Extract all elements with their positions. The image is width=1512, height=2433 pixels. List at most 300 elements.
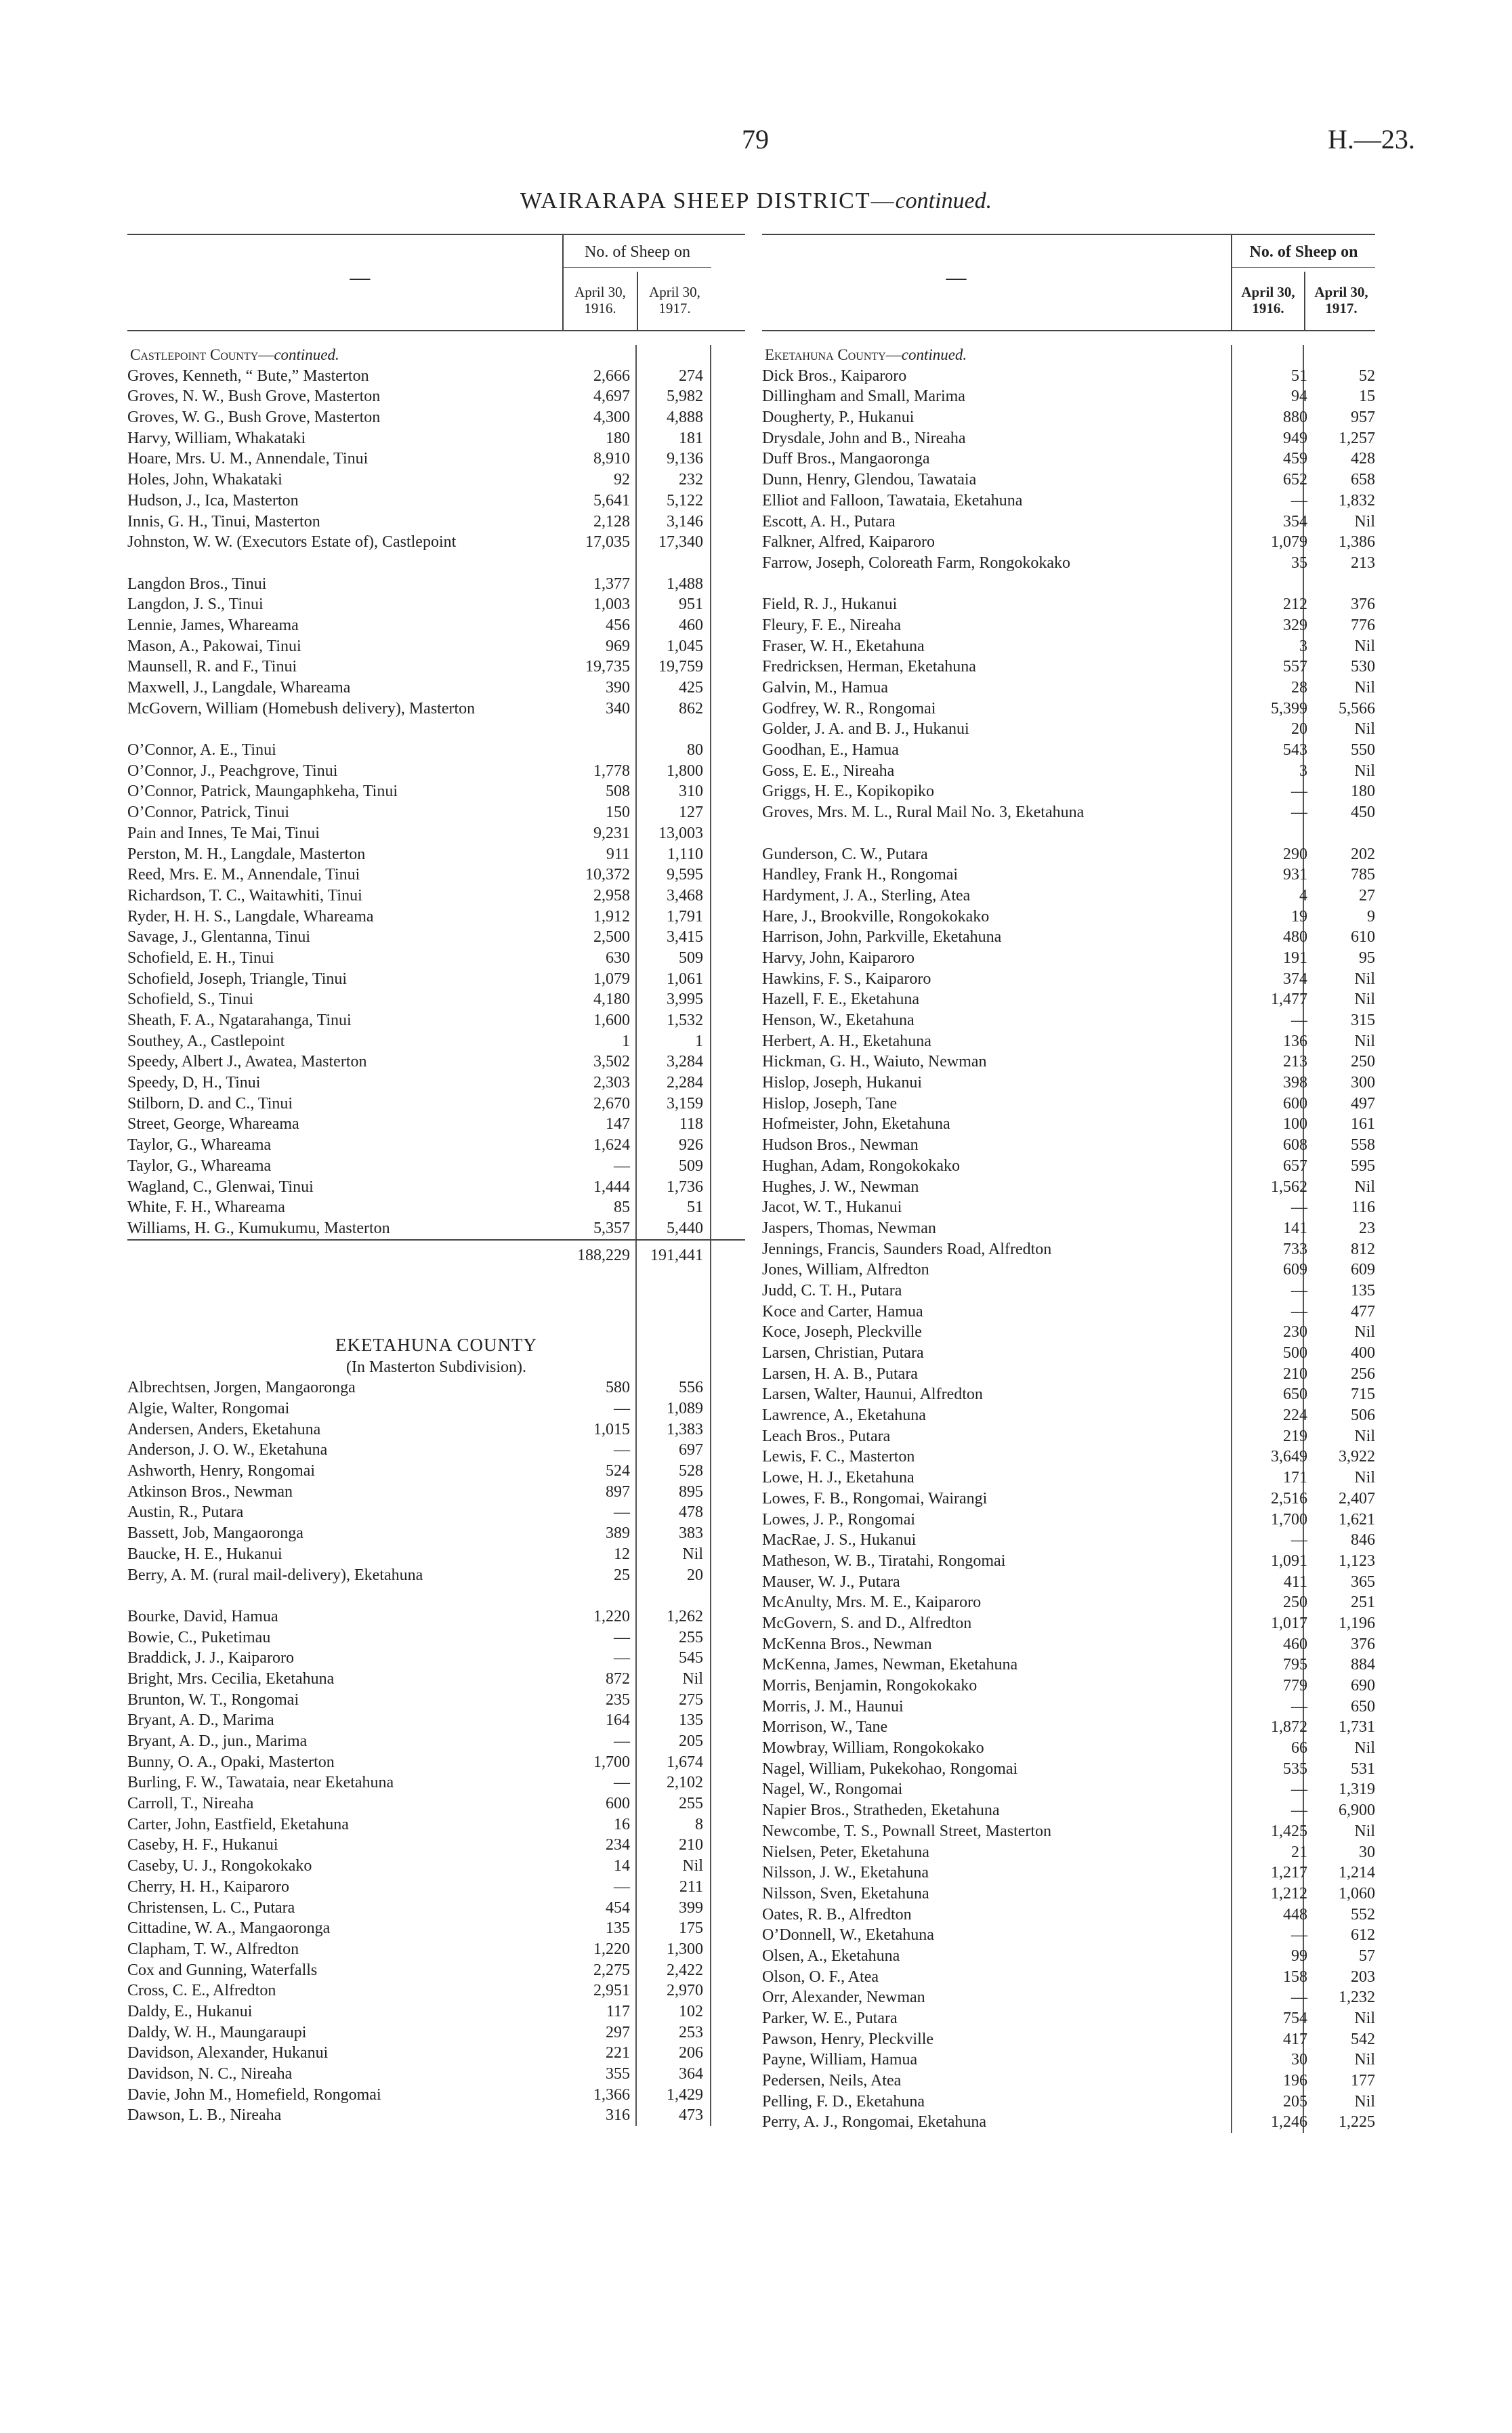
sheep-1917: 509	[679, 1157, 703, 1175]
table-row	[762, 1946, 1375, 1967]
sheep-1917: Nil	[1354, 1739, 1375, 1758]
sheep-1916: 3,649	[1271, 1448, 1307, 1466]
table-row	[762, 1405, 1375, 1426]
table-row	[762, 1094, 1375, 1115]
table-row	[762, 615, 1375, 636]
sheep-1916: 2,275	[593, 1961, 630, 1979]
header-dash: —	[946, 266, 967, 289]
table-row	[762, 1114, 1375, 1135]
sheep-1916: 2,670	[593, 1094, 630, 1112]
sheep-1916: 30	[1291, 2051, 1307, 2069]
sheep-1916: —	[614, 1157, 630, 1175]
holder-name: Larsen, H. A. B., Putara	[762, 1365, 918, 1383]
holder-name: McGovern, S. and D., Alfredton	[762, 1614, 972, 1632]
holder-name: Stilborn, D. and C., Tinui	[127, 1094, 293, 1112]
holder-name: Harvy, William, Whakataki	[127, 429, 306, 447]
sheep-1917: 658	[1351, 471, 1375, 489]
sheep-1916: —	[1291, 1697, 1307, 1715]
sheep-1916: 2,951	[593, 1982, 630, 2000]
sheep-1916: 94	[1291, 388, 1307, 406]
left-table-header	[127, 234, 745, 331]
sheep-1917: 1,791	[667, 907, 703, 926]
header-dash: —	[350, 266, 371, 289]
holder-name: Ryder, H. H. S., Langdale, Whareama	[127, 907, 374, 926]
holder-name: Field, R. J., Hukanui	[762, 596, 898, 614]
sheep-1916: 390	[606, 679, 630, 697]
sheep-1917: 1,488	[667, 575, 703, 593]
table-row	[127, 740, 745, 761]
table-row	[127, 2085, 745, 2106]
page-number: 79	[742, 124, 769, 154]
sheep-1917: 425	[679, 679, 703, 697]
table-row	[762, 1676, 1375, 1697]
table-row	[127, 2001, 745, 2022]
table-row	[762, 386, 1375, 407]
sheep-1916: 1,700	[593, 1753, 630, 1771]
sheep-1917: 552	[1351, 1905, 1375, 1923]
table-row	[762, 512, 1375, 533]
holder-name: Clapham, T. W., Alfredton	[127, 1940, 299, 1958]
sheep-1917: Nil	[1354, 679, 1375, 697]
sheep-1917: 9,136	[667, 450, 703, 468]
sheep-1917: 3,922	[1339, 1448, 1375, 1466]
table-row	[127, 802, 745, 823]
sheep-1916: 213	[1283, 1053, 1307, 1071]
holder-name: Griggs, H. E., Kopikopiko	[762, 783, 934, 801]
table-row	[127, 1606, 745, 1627]
sheep-1916: 3,502	[593, 1053, 630, 1071]
holder-name: Bright, Mrs. Cecilia, Eketahuna	[127, 1669, 335, 1688]
table-row	[127, 1565, 745, 1606]
holder-name: Mowbray, William, Rongokokako	[762, 1739, 984, 1758]
table-row	[127, 1398, 745, 1419]
sheep-1917: 161	[1351, 1115, 1375, 1134]
sheep-1917: 8	[695, 1815, 703, 1833]
sheep-1916: 609	[1283, 1261, 1307, 1279]
holder-name: Caseby, U. J., Rongokokako	[127, 1857, 312, 1875]
table-row	[127, 865, 745, 886]
table-row	[762, 1073, 1375, 1094]
holder-name: Lowes, F. B., Rongomai, Wairangi	[762, 1489, 988, 1507]
sheep-1917: 1,300	[667, 1940, 703, 1958]
holder-name: MacRae, J. S., Hukanui	[762, 1531, 917, 1550]
sheep-1916: 355	[606, 2065, 630, 2083]
sheep-1917: Nil	[1354, 720, 1375, 739]
sheep-1916: 1,220	[593, 1940, 630, 1958]
sheep-1917: 609	[1351, 1261, 1375, 1279]
holder-name: Ashworth, Henry, Rongomai	[127, 1462, 316, 1480]
sheep-1917: 595	[1351, 1157, 1375, 1175]
sheep-1916: 164	[606, 1711, 630, 1730]
holder-name: Davidson, Alexander, Hukanui	[127, 2044, 329, 2062]
sheep-1916: 171	[1283, 1469, 1307, 1487]
sheep-1917: 715	[1351, 1386, 1375, 1404]
holder-name: Elliot and Falloon, Tawataia, Eketahuna	[762, 491, 1023, 510]
table-row	[127, 1114, 745, 1135]
sheep-1917: 275	[679, 1690, 703, 1709]
table-row	[762, 1177, 1375, 1198]
holder-name: Nagel, William, Pukekohao, Rongomai	[762, 1760, 1018, 1778]
holder-name: Morris, J. M., Haunui	[762, 1697, 904, 1715]
sheep-1917: Nil	[1354, 2010, 1375, 2028]
sheep-1917: 497	[1351, 1094, 1375, 1112]
sheep-1917: 1,532	[667, 1012, 703, 1030]
holder-name: Johnston, W. W. (Executors Estate of), Castlepoint	[127, 533, 457, 552]
sheep-1917: 1,800	[667, 762, 703, 780]
table-row	[762, 1197, 1375, 1218]
sheep-1917: 509	[679, 949, 703, 967]
sheep-1917: 1,225	[1339, 2113, 1375, 2132]
holder-name: Brunton, W. T., Rongomai	[127, 1690, 299, 1709]
sheep-1916: 1,091	[1271, 1552, 1307, 1570]
holder-name: Dougherty, P., Hukanui	[762, 409, 915, 427]
table-row	[127, 1752, 745, 1773]
left-table-body	[127, 345, 745, 2126]
table-row	[127, 512, 745, 533]
sheep-1916: —	[1291, 491, 1307, 510]
table-row	[127, 989, 745, 1010]
sheep-1917: 1,383	[667, 1420, 703, 1438]
table-row	[762, 1447, 1375, 1468]
sheep-1916: 316	[606, 2106, 630, 2125]
table-row	[127, 1156, 745, 1177]
holder-name: McKenna, James, Newman, Eketahuna	[762, 1656, 1018, 1674]
sheep-1916: 456	[606, 616, 630, 634]
holder-name: Jacot, W. T., Hukanui	[762, 1199, 902, 1217]
table-row	[762, 740, 1375, 761]
holder-name: Larsen, Walter, Haunui, Alfredton	[762, 1386, 983, 1404]
sheep-1916: 949	[1283, 429, 1307, 447]
sheep-1916: 4,697	[593, 388, 630, 406]
holder-name: Henson, W., Eketahuna	[762, 1012, 915, 1030]
table-row	[127, 1960, 745, 1981]
sheep-1916: 1,872	[1271, 1718, 1307, 1737]
sheep-1917: Nil	[1354, 1178, 1375, 1196]
holder-name: Street, George, Whareama	[127, 1115, 299, 1134]
holder-name: Hickman, G. H., Waiuto, Newman	[762, 1053, 987, 1071]
table-row	[762, 699, 1375, 720]
holder-name: Bassett, Job, Mangaoronga	[127, 1524, 303, 1543]
total-1917: 191,441	[650, 1246, 703, 1264]
sheep-1917: 5,122	[667, 491, 703, 510]
sheep-1917: 2,970	[667, 1982, 703, 2000]
sheep-1916: 210	[1283, 1365, 1307, 1383]
sheep-1916: —	[614, 1628, 630, 1646]
table-row	[127, 532, 745, 573]
sheep-1917: 1,262	[667, 1607, 703, 1625]
table-row	[762, 1821, 1375, 1842]
holder-name: Berry, A. M. (rural mail-delivery), Eketahuna	[127, 1566, 423, 1584]
sheep-1917: 4,888	[667, 409, 703, 427]
document-reference: H.—23.	[1328, 124, 1415, 154]
sheep-1917: 428	[1351, 450, 1375, 468]
table-row	[127, 1690, 745, 1711]
sheep-1916: 99	[1291, 1947, 1307, 1965]
table-row	[762, 1343, 1375, 1364]
table-row	[127, 1502, 745, 1523]
sheep-1916: 454	[606, 1898, 630, 1917]
holder-name: Perry, A. J., Rongomai, Eketahuna	[762, 2113, 987, 2132]
holder-name: Langdon Bros., Tinui	[127, 575, 267, 593]
sheep-1917: 9	[1367, 907, 1375, 926]
sheep-1917: 127	[679, 804, 703, 822]
table-row	[762, 719, 1375, 740]
sheep-1917: Nil	[1354, 1822, 1375, 1840]
table-row	[127, 1523, 745, 1544]
table-row	[762, 1384, 1375, 1405]
table-row	[127, 907, 745, 928]
sheep-1916: 28	[1291, 679, 1307, 697]
holder-name: Bryant, A. D., Marima	[127, 1711, 274, 1730]
sheep-1916: 5,357	[593, 1219, 630, 1237]
sheep-1916: 8,910	[593, 450, 630, 468]
holder-name: Pelling, F. D., Eketahuna	[762, 2092, 925, 2110]
sheep-1917: Nil	[1354, 1427, 1375, 1445]
holder-name: Jaspers, Thomas, Newman	[762, 1219, 936, 1237]
table-row	[762, 1925, 1375, 1946]
sheep-1916: 3	[1299, 637, 1307, 655]
holder-name: Bowie, C., Puketimau	[127, 1628, 271, 1646]
sheep-count-title: No. of Sheep on	[1232, 243, 1375, 268]
sheep-1916: 35	[1291, 554, 1307, 572]
sheep-1916: 234	[606, 1836, 630, 1854]
table-row	[127, 657, 745, 678]
holder-name: Holes, John, Whakataki	[127, 471, 282, 489]
table-row	[762, 1052, 1375, 1073]
sheep-1917: 51	[687, 1199, 703, 1217]
sheep-1917: 1,123	[1339, 1552, 1375, 1570]
holder-name: Anderson, J. O. W., Eketahuna	[127, 1441, 328, 1459]
sheep-1917: Nil	[1354, 991, 1375, 1009]
sheep-1917: Nil	[1354, 512, 1375, 531]
sheep-1917: 95	[1359, 949, 1375, 967]
holder-name: Goodhan, E., Hamua	[762, 741, 899, 760]
table-row	[127, 1856, 745, 1877]
sheep-1917: 556	[679, 1379, 703, 1397]
sheep-1917: 477	[1351, 1302, 1375, 1321]
table-row	[127, 1419, 745, 1440]
table-row	[762, 1239, 1375, 1260]
sheep-1916: 754	[1283, 2010, 1307, 2028]
sheep-1916: 600	[606, 1795, 630, 1813]
table-row	[762, 1592, 1375, 1613]
holder-name: Orr, Alexander, Newman	[762, 1989, 925, 2007]
table-row	[127, 386, 745, 407]
sheep-1916: 652	[1283, 471, 1307, 489]
holder-name: Austin, R., Putara	[127, 1503, 244, 1522]
holder-name: McGovern, William (Homebush delivery), Masterton	[127, 699, 476, 718]
holder-name: Nilsson, Sven, Eketahuna	[762, 1884, 929, 1902]
table-row	[762, 907, 1375, 928]
sheep-1916: 297	[606, 2023, 630, 2041]
holder-name: McAnulty, Mrs. M. E., Kaiparoro	[762, 1594, 982, 1612]
sheep-1917: 545	[679, 1649, 703, 1667]
holder-name: Algie, Walter, Rongomai	[127, 1400, 290, 1418]
holder-name: McKenna Bros., Newman	[762, 1635, 932, 1653]
table-row	[127, 1135, 745, 1156]
sheep-1916: 340	[606, 699, 630, 718]
table-row	[762, 1322, 1375, 1343]
sheep-1917: 2,284	[667, 1074, 703, 1092]
holder-name: Newcombe, T. S., Pownall Street, Masterton	[762, 1822, 1052, 1840]
table-row	[127, 594, 745, 615]
sheep-1917: 1,736	[667, 1178, 703, 1196]
table-row	[762, 1717, 1375, 1738]
sheep-1916: 180	[606, 429, 630, 447]
holder-name: Galvin, M., Hamua	[762, 679, 888, 697]
table-row	[762, 1842, 1375, 1863]
sheep-1916: 448	[1283, 1905, 1307, 1923]
table-row	[127, 470, 745, 491]
holder-name: Lowes, J. P., Rongomai	[762, 1510, 916, 1529]
sheep-1917: 13,003	[658, 824, 703, 842]
sheep-1917: Nil	[1354, 2092, 1375, 2110]
table-row	[762, 491, 1375, 512]
sheep-1917: 3,159	[667, 1094, 703, 1112]
table-row	[127, 2064, 745, 2085]
sheep-1917: 19,759	[658, 658, 703, 676]
sheep-1916: 500	[1283, 1344, 1307, 1363]
sheep-1917: 274	[679, 367, 703, 385]
sheep-1917: 550	[1351, 741, 1375, 760]
holder-name: Mason, A., Pakowai, Tinui	[127, 637, 301, 655]
sheep-1917: 1,232	[1339, 1989, 1375, 2007]
total-1916: 188,229	[577, 1246, 630, 1264]
holder-name: Falkner, Alfred, Kaiparoro	[762, 533, 935, 552]
table-row	[127, 1073, 745, 1094]
table-row	[762, 428, 1375, 449]
holder-name: Farrow, Joseph, Coloreath Farm, Rongokokako	[762, 554, 1071, 572]
table-row	[127, 1461, 745, 1482]
holder-name: Godfrey, W. R., Rongomai	[762, 699, 936, 718]
sheep-count-title: No. of Sheep on	[564, 243, 711, 268]
sheep-1917: 528	[679, 1462, 703, 1480]
sheep-1916: 4,300	[593, 409, 630, 427]
holder-name: Taylor, G., Whareama	[127, 1157, 272, 1175]
sheep-1916: 535	[1283, 1760, 1307, 1778]
table-row	[762, 1572, 1375, 1593]
sheep-1917: 951	[679, 596, 703, 614]
table-row	[762, 1426, 1375, 1447]
sheep-1916: 12	[614, 1545, 630, 1563]
sheep-1916: 150	[606, 804, 630, 822]
sheep-1917: 1,045	[667, 637, 703, 655]
sheep-1916: 1,778	[593, 762, 630, 780]
sheep-1916: 580	[606, 1379, 630, 1397]
sheep-1916: 1,015	[593, 1420, 630, 1438]
table-row	[127, 1482, 745, 1503]
sheep-1917: 3,415	[667, 928, 703, 947]
sheep-1917: 17,340	[658, 533, 703, 552]
sheep-1916: 2,500	[593, 928, 630, 947]
sheep-1917: 20	[687, 1566, 703, 1584]
holder-name: Lennie, James, Whareama	[127, 616, 299, 634]
holder-name: Groves, Mrs. M. L., Rural Mail No. 3, Eketahuna	[762, 804, 1085, 822]
sheep-1916: 196	[1283, 2072, 1307, 2090]
holder-name: Davidson, N. C., Nireaha	[127, 2065, 293, 2083]
sheep-1916: 657	[1283, 1157, 1307, 1175]
holder-name: Christensen, L. C., Putara	[127, 1898, 295, 1917]
sheep-1916: 4	[1299, 886, 1307, 904]
holder-name: Braddick, J. J., Kaiparoro	[127, 1649, 294, 1667]
sheep-1916: 911	[606, 845, 630, 863]
table-row	[127, 1544, 745, 1565]
holder-name: Davie, John M., Homefield, Rongomai	[127, 2085, 381, 2104]
holder-name: Albrechtsen, Jorgen, Mangaoronga	[127, 1379, 356, 1397]
sheep-1917: 542	[1351, 2030, 1375, 2048]
holder-name: Southey, A., Castlepoint	[127, 1032, 285, 1050]
section-heading-eketahuna-continued: Eketahuna County—continued.	[765, 346, 967, 363]
holder-name: Groves, W. G., Bush Grove, Masterton	[127, 409, 381, 427]
holder-name: Bourke, David, Hamua	[127, 1607, 278, 1625]
section-heading-eketahuna: EKETAHUNA COUNTY	[335, 1334, 538, 1355]
sheep-1916: —	[1291, 783, 1307, 801]
sheep-count-header	[1231, 235, 1375, 330]
sheep-1916: 417	[1283, 2030, 1307, 2048]
sheep-1917: 376	[1351, 596, 1375, 614]
sheep-1917: 3,468	[667, 886, 703, 904]
holder-name: O’Connor, A. E., Tinui	[127, 741, 276, 760]
table-row	[127, 1052, 745, 1073]
sheep-1916: 931	[1283, 866, 1307, 884]
holder-name: Schofield, S., Tinui	[127, 991, 254, 1009]
holder-name: Cittadine, W. A., Mangaoronga	[127, 1919, 331, 1938]
sheep-1917: Nil	[1354, 762, 1375, 780]
sheep-1917: 116	[1351, 1199, 1375, 1217]
sheep-1917: 364	[679, 2065, 703, 2083]
sheep-1917: 205	[679, 1732, 703, 1751]
table-row	[127, 1939, 745, 1960]
table-row	[762, 532, 1375, 553]
holder-name: Hazell, F. E., Eketahuna	[762, 991, 919, 1009]
table-row	[762, 1551, 1375, 1572]
holder-name: Reed, Mrs. E. M., Annendale, Tinui	[127, 866, 360, 884]
table-row	[127, 428, 745, 449]
table-row	[127, 761, 745, 782]
holder-name: Hughan, Adam, Rongokokako	[762, 1157, 960, 1175]
sheep-1916: —	[614, 1732, 630, 1751]
sheep-1916: 733	[1283, 1240, 1307, 1258]
sheep-1916: —	[614, 1441, 630, 1459]
table-row	[127, 927, 745, 948]
sheep-1917: 1	[695, 1032, 703, 1050]
sheep-1916: 1,912	[593, 907, 630, 926]
sheep-1916: 92	[614, 471, 630, 489]
holder-name: Morrison, W., Tane	[762, 1718, 888, 1737]
sheep-1916: 5,399	[1271, 699, 1307, 718]
holder-name: Napier Bros., Stratheden, Eketahuna	[762, 1802, 1000, 1820]
table-row	[127, 1814, 745, 1835]
sheep-1917: 15	[1359, 388, 1375, 406]
table-row	[127, 574, 745, 595]
holder-name: Gunderson, C. W., Putara	[762, 845, 928, 863]
sheep-1916: 1,600	[593, 1012, 630, 1030]
table-row	[127, 491, 745, 512]
holder-name: Carroll, T., Nireaha	[127, 1795, 254, 1813]
sheep-1917: 812	[1351, 1240, 1375, 1258]
sheep-1916: 969	[606, 637, 630, 655]
sheep-1917: 251	[1351, 1594, 1375, 1612]
sheep-1916: 235	[606, 1690, 630, 1709]
table-row	[762, 844, 1375, 865]
sheep-1917: Nil	[1354, 970, 1375, 988]
table-row	[762, 1031, 1375, 1052]
table-row	[762, 1613, 1375, 1634]
table-row	[127, 1835, 745, 1856]
sheep-1916: 19,735	[585, 658, 630, 676]
sheep-1917: 253	[679, 2023, 703, 2041]
sheep-1916: 1,079	[1271, 533, 1307, 552]
